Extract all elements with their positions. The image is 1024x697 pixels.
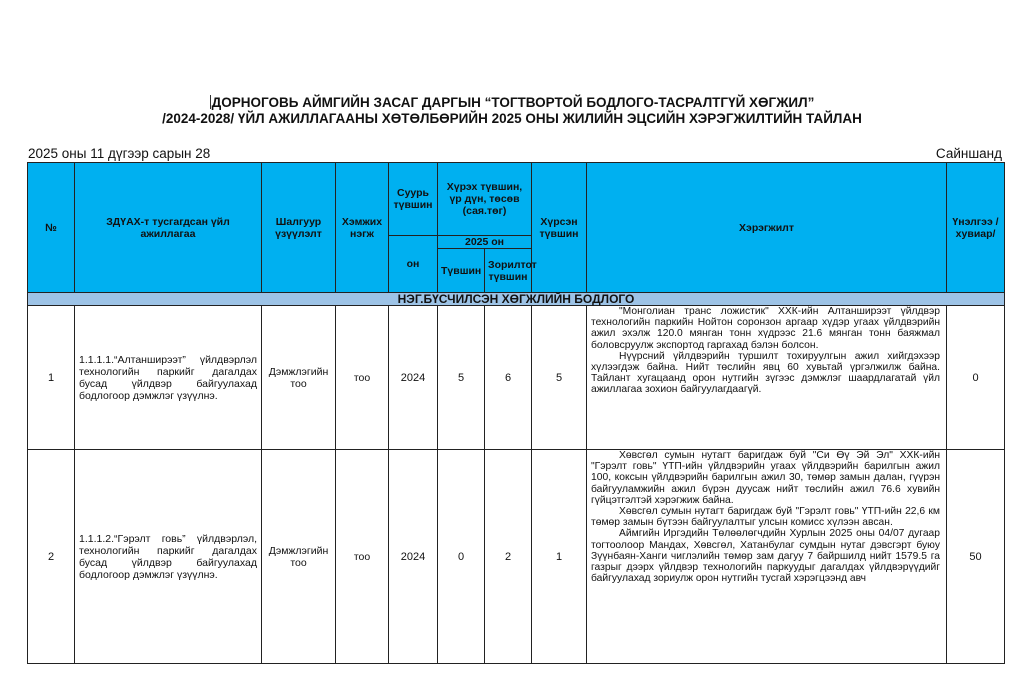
report-date: 2025 оны 11 дүгээр сарын 28 <box>28 146 211 161</box>
row-level: 5 <box>438 306 485 450</box>
header-achieved: Хүрсэн түвшин <box>532 163 587 293</box>
report-title-line-1-text: ДОРНОГОВЬ АЙМГИЙН ЗАСАГ ДАРГЫН “ТОГТВОРТОЙ БОДЛОГО-ТАСРАЛТГҮЙ ХӨГЖИЛ” <box>211 95 815 110</box>
section-row <box>28 293 1005 306</box>
header-implementation: Хэрэгжилт <box>587 163 947 293</box>
header-level: Түвшин <box>438 249 485 293</box>
implementation-paragraph: Хөвсгөл сумын нутагт баригдаж буй "Си Өү Эй Эл" ХХК-ийн "Гэрэлт говь" ҮТП-ийн үйлдвэрийн угаах үйлдвэрийн барилгын ажил 100, коксын үйлдвэрийн барилгын ажил 30, төмөр замын далан, гүүрэн байгууламжийн ажил бүрэн дуусаж нийт төслийн ажил 76.6 хувийн гүйцэтгэлтэй хэрэгжиж байна. <box>591 450 941 506</box>
header-target-group: Хүрэх түвшин, үр дүн, төсөв (сая.төг) <box>438 163 532 236</box>
row-achieved: 1 <box>532 450 587 664</box>
row-unit: тоо <box>336 450 389 664</box>
header-baseline: Суурь түвшин <box>389 163 438 236</box>
row-no: 2 <box>28 450 75 664</box>
row-target-level: 2 <box>485 450 532 664</box>
implementation-paragraph: "Монголиан транс ложистик" ХХК-ийн Алтанширээт үйлдвэр технологийн паркийн Нойтон соронзон аргаар хүдэр угаах үйлдвэрийн ажил эхэлж 120.0 мянган тонн хүдрээс 21.6 мянган тонн баяжмал боловсруулж экспортод гаргахад бэлэн болсон. <box>591 306 941 351</box>
report-title-line-1 <box>0 95 1024 111</box>
row-activity: 1.1.1.1.“Алтанширээт” үйлдвэрлэл технологийн паркийг дагалдах бусад үйлдвэр байгуулахад бодлогоор дэмжлэг үзүүлнэ. <box>75 306 262 450</box>
header-baseline-year: он <box>389 236 438 293</box>
header-target-level: Зорилтот түвшин <box>485 249 532 293</box>
report-place: Сайншанд <box>935 146 1002 161</box>
implementation-paragraph: Хөвсгөл сумын нутагт баригдаж буй "Гэрэлт говь" ҮТП-ийн 22,6 км төмөр замын бүтээн байгуулалтыг улсын комисс хүлээн авсан. <box>591 506 941 529</box>
report-title-line-2: /2024-2028/ ҮЙЛ АЖИЛЛАГААНЫ ХӨТӨЛБӨРИЙН 2025 ОНЫ ЖИЛИЙН ЭЦСИЙН ХЭРЭГЖИЛТИЙН ТАЙЛАН <box>162 111 862 126</box>
row-level: 0 <box>438 450 485 664</box>
table-row <box>28 306 1005 450</box>
report-table <box>27 162 1005 664</box>
implementation-paragraph: Нүүрсний үйлдвэрийн туршилт тохируулгын ажил хийгдэхээр хүлээгдэж байна. Нийт төслийн явц 60 хувьтай үргэлжилж байна. Тайлант хугацаанд орон нутгийн зүгээс дэмжлэг шаардлагатай үйл ажиллагаа зохион байгуулагдаагүй. <box>591 350 941 396</box>
header-target-year: 2025 он <box>438 236 532 249</box>
header-activity: ЗДҮАХ-т тусгагдсан үйл ажиллагаа <box>75 163 262 293</box>
row-indicator: Дэмжлэгийн тоо <box>262 450 336 664</box>
header-unit: Хэмжих нэгж <box>336 163 389 293</box>
header-no: № <box>28 163 75 293</box>
table-row <box>28 450 1005 664</box>
section-title: НЭГ.БҮСЧИЛСЭН ХӨГЖЛИЙН БОДЛОГО <box>28 293 1005 306</box>
header-evaluation: Үнэлгээ /хувиар/ <box>947 163 1005 293</box>
row-target-level: 6 <box>485 306 532 450</box>
implementation-paragraph: Аймгийн Иргэдийн Төлөөлөгчдийн Хурлын 2025 оны 04/07 дугаар тогтоолоор Мандах, Хөвсгөл, Хатанбулаг сумдын нутаг дэвсгэрт буюу Зүүнбаян-Ханги чиглэлийн төмөр зам дагуу 7 байршилд нийт 1579.5 га газрыг дээрх үйлдвэр технологийн паркуудыг дагалдах үйлдвэрүүдийг байгуулахад зориулж орон нутгийн тусгай хэрэгцээнд авч <box>591 528 941 585</box>
row-achieved: 5 <box>532 306 587 450</box>
text-cursor <box>210 95 211 109</box>
row-evaluation: 0 <box>947 306 1005 450</box>
row-baseline-year: 2024 <box>389 450 438 664</box>
row-unit: тоо <box>336 306 389 450</box>
row-implementation <box>587 450 947 664</box>
row-activity: 1.1.1.2.“Гэрэлт говь” үйлдвэрлэл, технологийн паркийг дагалдах бусад үйлдвэр байгуулахад бодлогоор дэмжлэг үзүүлнэ. <box>75 450 262 664</box>
header-indicator: Шалгуур үзүүлэлт <box>262 163 336 293</box>
row-no: 1 <box>28 306 75 450</box>
row-evaluation: 50 <box>947 450 1005 664</box>
row-baseline-year: 2024 <box>389 306 438 450</box>
row-indicator: Дэмжлэгийн тоо <box>262 306 336 450</box>
row-implementation <box>587 306 947 450</box>
